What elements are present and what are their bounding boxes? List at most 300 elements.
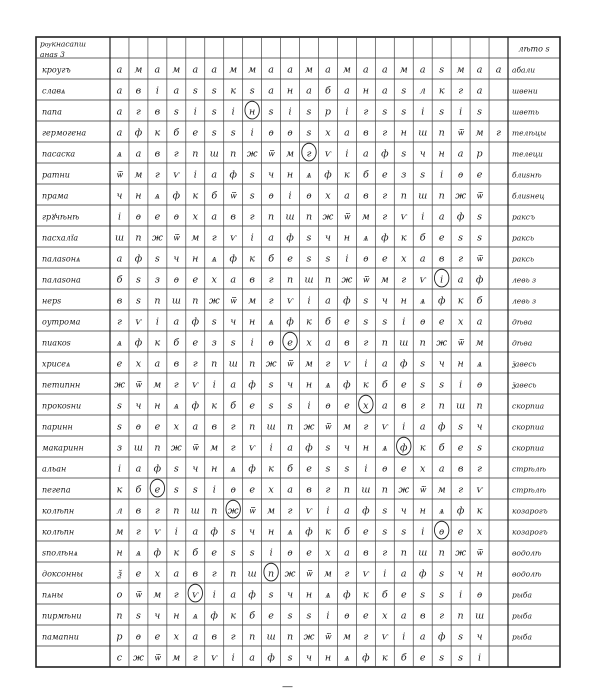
grid-cell: і	[402, 421, 406, 433]
row-label: славѧ	[42, 86, 66, 96]
grid-cell: е	[476, 169, 483, 181]
grid-cell: і	[212, 589, 216, 601]
grid-cell: ѕ	[192, 85, 198, 97]
grid-cell: г	[439, 610, 445, 622]
grid-cell: ѵ	[173, 169, 180, 181]
grid-cell: і	[421, 211, 425, 223]
grid-cell: а	[154, 358, 161, 370]
grid-cell: м	[437, 484, 446, 496]
grid-cell: ѿ	[287, 358, 294, 370]
sign-label: скорпиа	[512, 443, 545, 453]
grid-cell: ѧ	[476, 358, 483, 370]
grid-cell: ш	[285, 211, 295, 223]
grid-cell: ч	[192, 463, 199, 475]
row-label: пирмѣни	[42, 611, 82, 621]
grid-cell: б	[476, 295, 483, 307]
grid-cell: е	[457, 442, 464, 454]
grid-cell: ѕ	[458, 631, 464, 643]
grid-cell: ч	[457, 568, 464, 580]
grid-cell: а	[419, 421, 426, 433]
grid-cell: г	[249, 211, 255, 223]
grid-cell: і	[193, 106, 197, 118]
grid-cell: е	[306, 547, 312, 559]
grid-cell: г	[458, 484, 464, 496]
grid-cell: е	[438, 316, 445, 328]
grid-cell: к	[154, 337, 161, 349]
grid-cell: ф	[456, 211, 465, 223]
grid-cell: п	[211, 505, 218, 517]
grid-cell: х	[382, 610, 388, 622]
grid-cell: ѕ	[477, 106, 483, 118]
grid-cell: х	[401, 253, 407, 265]
grid-cell: а	[268, 85, 274, 97]
grid-cell: ж	[133, 652, 144, 664]
grid-cell: е	[363, 610, 369, 622]
grid-cell: н	[457, 358, 464, 370]
grid-cell: ѕ	[117, 400, 122, 412]
grid-cell: к	[363, 589, 369, 601]
grid-cell: к	[344, 169, 350, 181]
sign-label: ѯавесь	[512, 359, 537, 369]
grid-cell: г	[420, 400, 426, 412]
grid-cell: б	[249, 610, 256, 622]
grid-cell: а	[173, 316, 180, 328]
row-label: петипнн	[42, 380, 81, 390]
grid-cell: і	[345, 253, 349, 265]
grid-cell: а	[476, 64, 483, 76]
grid-cell: н	[173, 610, 180, 622]
grid-cell: ѵ	[229, 232, 237, 244]
grid-cell: г	[173, 379, 179, 391]
grid-cell: ѿ	[419, 484, 426, 496]
row-label: паринн	[42, 422, 73, 432]
grid-cell: ш	[475, 610, 485, 622]
grid-cell: ѧ	[344, 652, 350, 664]
grid-cell: і	[459, 589, 463, 601]
row-label: ратни	[42, 170, 70, 180]
grid-cell: ѕ	[230, 127, 236, 139]
grid-cell: а	[173, 85, 180, 97]
grid-cell: ѳ	[457, 169, 464, 181]
grid-cell: г	[401, 274, 407, 286]
grid-cell: п	[173, 505, 180, 517]
grid-cell: ш	[418, 547, 428, 559]
row-label: папа	[42, 107, 62, 117]
grid-cell: ф	[343, 379, 351, 391]
grid-cell: е	[192, 274, 199, 286]
grid-cell: ѳ	[439, 526, 445, 538]
grid-cell: ѵ	[211, 652, 218, 664]
grid-cell: ф	[134, 337, 143, 349]
sign-label: рыба	[512, 590, 532, 600]
row-label: пѧны	[42, 590, 64, 600]
grid-cell: м	[115, 526, 124, 538]
grid-cell: ѕ	[458, 652, 464, 664]
grid-cell: в	[135, 85, 142, 97]
grid-cell: в	[211, 631, 218, 643]
grid-cell: ф	[343, 589, 351, 601]
grid-cell: н	[192, 253, 199, 265]
grid-cell: г	[136, 526, 141, 538]
grid-cell: і	[117, 463, 121, 475]
grid-cell: б	[268, 253, 275, 265]
grid-cell: ж	[341, 274, 353, 286]
grid-cell: н	[154, 400, 161, 412]
grid-cell: ѿ	[476, 253, 483, 265]
grid-cell: ѳ	[135, 631, 142, 643]
grid-cell: е	[211, 547, 218, 559]
grid-cell: р	[476, 148, 483, 160]
grid-cell: х	[325, 547, 331, 559]
grid-cell: ѕ	[420, 358, 426, 370]
grid-cell: п	[438, 400, 445, 412]
grid-cell: і	[440, 169, 444, 181]
grid-cell: ѕ	[325, 442, 331, 454]
sign-label: абали	[512, 65, 536, 75]
grid-cell: ѕ	[420, 589, 426, 601]
grid-cell: а	[438, 211, 445, 223]
grid-cell: м	[342, 64, 351, 76]
grid-cell: ѿ	[324, 631, 331, 643]
sign-label: рыба	[512, 611, 532, 621]
grid-cell: і	[345, 148, 349, 160]
grid-cell: ѵ	[324, 148, 332, 160]
grid-cell: п	[230, 148, 237, 160]
grid-cell: ѳ	[476, 379, 483, 391]
grid-cell: а	[135, 148, 142, 160]
row-label: макаринн	[42, 443, 84, 453]
grid-cell: ѕ	[268, 379, 274, 391]
grid-cell: ч	[287, 589, 294, 601]
grid-cell: ш	[190, 505, 200, 517]
grid-cell: п	[116, 610, 123, 622]
grid-cell: ѧ	[420, 295, 426, 307]
grid-cell: ѕ	[477, 211, 483, 223]
grid-cell: і	[307, 295, 311, 307]
grid-cell: ф	[248, 379, 256, 391]
grid-cell: і	[231, 652, 235, 664]
grid-cell: п	[286, 274, 294, 286]
grid-cell: н	[249, 316, 256, 328]
grid-cell: н	[419, 505, 426, 517]
grid-cell: м	[248, 64, 257, 76]
grid-cell: ѕ	[439, 379, 445, 391]
grid-cell: ѕ	[382, 316, 388, 328]
grid-cell: і	[174, 526, 178, 538]
grid-cell: г	[496, 127, 501, 139]
grid-cell: к	[211, 400, 218, 412]
grid-cell: в	[363, 190, 369, 202]
grid-cell: г	[192, 358, 198, 370]
grid-cell: з	[401, 169, 407, 181]
grid-cell: і	[307, 400, 311, 412]
grid-cell: е	[400, 589, 407, 601]
grid-cell: ф	[134, 127, 143, 139]
grid-cell: ѿ	[268, 148, 275, 160]
grid-cell: ф	[305, 526, 313, 538]
header-right-title: лѣто ѕ	[518, 44, 550, 54]
grid-cell: ѕ	[477, 442, 483, 454]
grid-cell: к	[230, 85, 237, 97]
grid-cell: ш	[228, 358, 238, 370]
grid-cell: ш	[361, 484, 371, 496]
grid-cell: б	[192, 547, 199, 559]
grid-cell: ѕ	[211, 85, 217, 97]
grid-cell: ѕ	[306, 610, 312, 622]
grid-cell: ѧ	[325, 589, 331, 601]
grid-cell: г	[173, 148, 179, 160]
grid-cell: г	[344, 568, 350, 580]
grid-cell: і	[326, 505, 330, 517]
grid-cell: г	[325, 358, 331, 370]
grid-cell: ѵ	[476, 484, 483, 496]
grid-cell: ѿ	[343, 211, 350, 223]
grid-cell: ѕ	[439, 568, 445, 580]
grid-cell: к	[230, 610, 237, 622]
grid-cell: ѕ	[287, 652, 293, 664]
sign-label: шветь	[512, 107, 540, 117]
grid-cell: п	[154, 295, 161, 307]
grid-cell: ѳ	[135, 211, 142, 223]
grid-cell: х	[325, 127, 331, 139]
grid-cell: б	[287, 463, 293, 475]
grid-cell: е	[154, 631, 161, 643]
grid-cell: н	[249, 106, 256, 118]
row-label: прама	[42, 191, 69, 201]
sign-label: телѣцы	[512, 128, 547, 138]
sign-label: скорпиа	[512, 422, 545, 432]
grid-cell: ѿ	[457, 337, 464, 349]
grid-cell: б	[135, 484, 142, 496]
grid-cell: ф	[362, 652, 370, 664]
sign-label: скорпиа	[512, 401, 545, 411]
grid-cell: а	[192, 421, 199, 433]
grid-cell: п	[211, 358, 218, 370]
grid-cell: п	[286, 631, 294, 643]
grid-cell: ж	[455, 190, 467, 202]
grid-cell: б	[438, 442, 445, 454]
grid-cell: ч	[154, 610, 161, 622]
grid-cell: ѧ	[116, 337, 123, 349]
grid-cell: ѿ	[324, 421, 331, 433]
grid-cell: п	[192, 295, 199, 307]
grid-cell: ш	[133, 442, 143, 454]
sign-label: козарогъ	[512, 527, 548, 537]
grid-cell: л	[419, 85, 426, 97]
grid-cell: б	[230, 400, 237, 412]
grid-cell: п	[249, 631, 256, 643]
grid-cell: ѳ	[476, 589, 483, 601]
grid-cell: ѧ	[211, 253, 217, 265]
grid-cell: м	[456, 64, 465, 76]
grid-cell: е	[249, 400, 255, 412]
grid-cell: а	[344, 547, 350, 559]
grid-cell: г	[306, 148, 312, 160]
grid-cell: е	[287, 253, 293, 265]
grid-cell: і	[250, 337, 254, 349]
grid-cell: ч	[306, 652, 312, 664]
grid-cell: в	[249, 274, 255, 286]
grid-cell: і	[364, 358, 368, 370]
grid-cell: ф	[381, 232, 389, 244]
grid-cell: п	[381, 484, 388, 496]
grid-cell: ф	[210, 610, 218, 622]
grid-cell: ѧ	[268, 316, 274, 328]
grid-cell: ѧ	[363, 232, 369, 244]
grid-cell: в	[211, 421, 218, 433]
grid-cell: ѧ	[135, 547, 142, 559]
grid-cell: ж	[114, 379, 125, 391]
grid-cell: ѯ	[117, 568, 122, 580]
grid-cell: ѳ	[230, 484, 236, 496]
grid-cell: а	[457, 148, 464, 160]
grid-cell: ѵ	[192, 589, 199, 601]
grid-cell: і	[193, 169, 197, 181]
grid-cell: ѧ	[287, 526, 293, 538]
grid-cell: п	[305, 211, 313, 223]
grid-cell: і	[212, 484, 216, 496]
grid-cell: ж	[227, 505, 239, 517]
grid-cell: ѕ	[135, 274, 141, 286]
grid-cell: і	[402, 631, 406, 643]
grid-cell: ѕ	[306, 253, 312, 265]
grid-cell: ѳ	[268, 337, 274, 349]
grid-cell: к	[325, 526, 331, 538]
sign-label: дѣва	[512, 338, 533, 348]
grid-cell: ф	[153, 463, 162, 475]
grid-cell: г	[382, 211, 388, 223]
grid-cell: ѿ	[116, 169, 123, 181]
grid-cell: ѕ	[230, 526, 236, 538]
grid-cell: ш	[171, 295, 181, 307]
grid-cell: а	[268, 232, 274, 244]
sign-label: раксь	[512, 233, 535, 243]
grid-cell: к	[192, 190, 199, 202]
grid-cell: г	[363, 631, 369, 643]
grid-cell: а	[419, 253, 426, 265]
grid-cell: ѵ	[400, 211, 407, 223]
grid-cell: м	[153, 589, 162, 601]
grid-cell: ѕ	[135, 610, 141, 622]
sign-label: блиѕнѣ	[512, 170, 542, 180]
grid-cell: ѕ	[306, 232, 312, 244]
grid-cell: н	[324, 652, 332, 664]
grid-cell: в	[400, 400, 407, 412]
grid-cell: ж	[398, 484, 410, 496]
grid-cell: ч	[287, 379, 294, 391]
grid-cell: п	[268, 211, 275, 223]
grid-cell: х	[268, 484, 274, 496]
grid-cell: п	[438, 547, 445, 559]
grid-cell: ж	[436, 337, 448, 349]
grid-cell: х	[306, 337, 312, 349]
grid-cell: м	[267, 505, 276, 517]
grid-cell: п	[192, 148, 199, 160]
grid-cell: а	[381, 400, 388, 412]
grid-cell: м	[305, 64, 313, 76]
grid-cell: і	[288, 190, 292, 202]
grid-cell: ч	[476, 631, 483, 643]
grid-cell: н	[476, 568, 483, 580]
grid-cell: ф	[305, 442, 313, 454]
grid-cell: е	[457, 526, 464, 538]
grid-cell: а	[211, 64, 218, 76]
grid-cell: а	[116, 64, 123, 76]
grid-cell: ф	[172, 190, 181, 202]
grid-cell: е	[154, 421, 161, 433]
row-label: ѕполѣнѧ	[42, 548, 78, 558]
grid-cell: і	[155, 85, 159, 97]
grid-cell: в	[116, 295, 123, 307]
grid-cell: ф	[475, 274, 484, 286]
grid-cell: х	[457, 316, 464, 328]
grid-cell: ѧ	[154, 190, 160, 202]
grid-cell: і	[326, 610, 330, 622]
row-label: пиакоѕ	[42, 338, 71, 348]
grid-cell: ѕ	[401, 148, 407, 160]
grid-cell: ч	[476, 421, 483, 433]
grid-cell: в	[192, 568, 199, 580]
grid-cell: м	[342, 421, 351, 433]
grid-cell: л	[116, 505, 123, 517]
grid-cell: і	[440, 274, 444, 286]
grid-cell: о	[116, 589, 123, 601]
grid-cell: ф	[324, 169, 332, 181]
grid-cell: к	[268, 463, 274, 475]
grid-cell: ѵ	[343, 358, 351, 370]
grid-cell: м	[153, 379, 162, 391]
grid-cell: ш	[399, 337, 409, 349]
grid-cell: г	[117, 316, 122, 328]
grid-cell: к	[476, 505, 483, 517]
grid-cell: ѕ	[211, 127, 217, 139]
grid-cell: г	[230, 631, 236, 643]
grid-cell: ѳ	[173, 274, 179, 286]
grid-cell: а	[116, 253, 123, 265]
grid-cell: в	[363, 127, 369, 139]
grid-cell: а	[287, 442, 293, 454]
sign-label: стрѣлѣ	[512, 464, 547, 474]
grid-cell: б	[325, 85, 331, 97]
grid-cell: а	[344, 505, 350, 517]
grid-cell: ѿ	[476, 190, 483, 202]
grid-cell: ш	[247, 568, 257, 580]
grid-cell: з	[116, 442, 123, 454]
grid-cell: ж	[303, 631, 315, 643]
grid-cell: а	[381, 358, 388, 370]
grid-cell: ѵ	[154, 526, 161, 538]
grid-cell: х	[154, 568, 161, 580]
grid-cell: б	[116, 274, 123, 286]
grid-cell: х	[420, 463, 426, 475]
row-label: палаѕона	[42, 275, 81, 285]
grid-cell: б	[419, 232, 426, 244]
grid-cell: в	[230, 211, 236, 223]
grid-cell: а	[230, 379, 237, 391]
grid-cell: а	[211, 211, 218, 223]
grid-cell: е	[363, 526, 369, 538]
sign-label: водолѣ	[512, 569, 542, 579]
grid-cell: е	[400, 463, 407, 475]
grid-cell: х	[173, 421, 180, 433]
grid-cell: х	[173, 631, 180, 643]
grid-cell: ѳ	[382, 463, 388, 475]
grid-cell: а	[363, 64, 369, 76]
grid-cell: м	[361, 211, 370, 223]
grid-cell: с	[116, 652, 123, 664]
grid-cell: ч	[324, 232, 331, 244]
grid-cell: і	[402, 316, 406, 328]
